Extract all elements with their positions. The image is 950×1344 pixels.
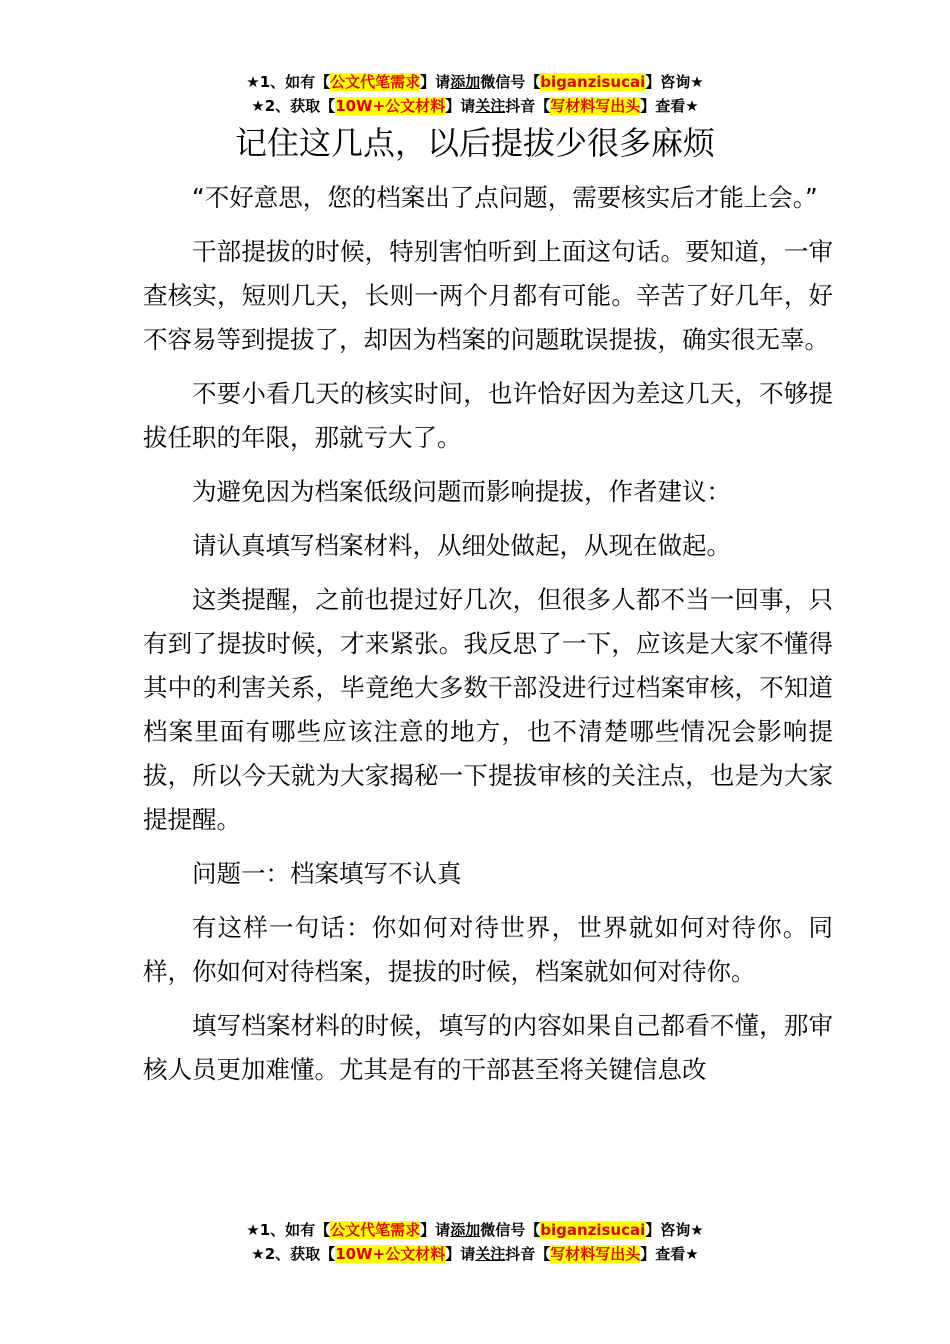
banner-underlined-text: 添加 bbox=[450, 1221, 481, 1239]
section-heading: 问题一：档案填写不认真 bbox=[192, 859, 462, 888]
banner-text: 】请 bbox=[445, 97, 476, 115]
banner-text: 抖音【 bbox=[505, 1245, 551, 1263]
banner-line-1 bbox=[0, 70, 950, 94]
banner-underlined-text: 添加 bbox=[450, 73, 481, 91]
paragraph: 请认真填写档案材料，从细处做起，从现在做起。 bbox=[192, 531, 731, 560]
banner-highlight: 公文代笔需求 bbox=[330, 1221, 421, 1239]
banner-text: ★2、获取【 bbox=[251, 1245, 336, 1263]
paragraph: 有这样一句话：你如何对待世界，世界就如何对待你。同样，你如何对待档案，提拔的时候，档案就如何对待你。 bbox=[143, 913, 833, 986]
banner-text: 】请 bbox=[445, 1245, 476, 1263]
paragraph: 为避免因为档案低级问题而影响提拔，作者建议： bbox=[192, 477, 731, 506]
banner-text: ★1、如有【 bbox=[246, 1221, 331, 1239]
banner-text: 】请 bbox=[420, 1221, 451, 1239]
banner-highlight: biganzisucai bbox=[540, 73, 646, 91]
banner-text: 】请 bbox=[420, 73, 451, 91]
banner-text: 】咨询★ bbox=[645, 1221, 704, 1239]
paragraph: 不要小看几天的核实时间，也许恰好因为差这几天，不够提拔任职的年限，那就亏大了。 bbox=[143, 379, 833, 452]
banner-highlight: 写材料写出头 bbox=[550, 1245, 641, 1263]
banner-text: 】咨询★ bbox=[645, 73, 704, 91]
banner-underlined-text: 关注 bbox=[475, 1245, 506, 1263]
paragraph: 干部提拔的时候，特别害怕听到上面这句话。要知道，一审查核实，短则几天，长则一两个月都有可能。辛苦了好几年，好不容易等到提拔了，却因为档案的问题耽误提拔，确实很无辜。 bbox=[143, 237, 833, 354]
banner-text: 微信号【 bbox=[480, 73, 541, 91]
banner-text: 】查看★ bbox=[640, 97, 699, 115]
banner-line-2 bbox=[0, 94, 950, 118]
banner-highlight: 10W+公文材料 bbox=[335, 97, 446, 115]
header-banner bbox=[0, 70, 950, 118]
banner-text: 微信号【 bbox=[480, 1221, 541, 1239]
banner-text: 抖音【 bbox=[505, 97, 551, 115]
banner-line-1 bbox=[0, 1218, 950, 1242]
document-title: 记住这几点，以后提拔少很多麻烦 bbox=[234, 124, 715, 162]
paragraph: “不好意思，您的档案出了点问题，需要核实后才能上会。” bbox=[192, 183, 818, 212]
banner-underlined-text: 关注 bbox=[475, 97, 506, 115]
banner-text: ★1、如有【 bbox=[246, 73, 331, 91]
banner-text: ★2、获取【 bbox=[251, 97, 336, 115]
banner-text: 】查看★ bbox=[640, 1245, 699, 1263]
banner-highlight: 公文代笔需求 bbox=[330, 73, 421, 91]
banner-highlight: 10W+公文材料 bbox=[335, 1245, 446, 1263]
document-body bbox=[143, 176, 833, 1092]
banner-highlight: 写材料写出头 bbox=[550, 97, 641, 115]
paragraph: 这类提醒，之前也提过好几次，但很多人都不当一回事，只有到了提拔时候，才来紧张。我反思了一下，应该是大家不懂得其中的利害关系，毕竟绝大多数干部没进行过档案审核，不知道档案里面有哪些应该注意的地方，也不清楚哪些情况会影响提拔，所以今天就为大家揭秘一下提拔审核的关注点，也是为大家提提醒。 bbox=[143, 585, 833, 834]
banner-highlight: biganzisucai bbox=[540, 1221, 646, 1239]
paragraph: 填写档案材料的时候，填写的内容如果自己都看不懂，那审核人员更加难懂。尤其是有的干部甚至将关键信息改 bbox=[143, 1011, 833, 1084]
banner-line-2 bbox=[0, 1242, 950, 1266]
footer-banner bbox=[0, 1218, 950, 1266]
